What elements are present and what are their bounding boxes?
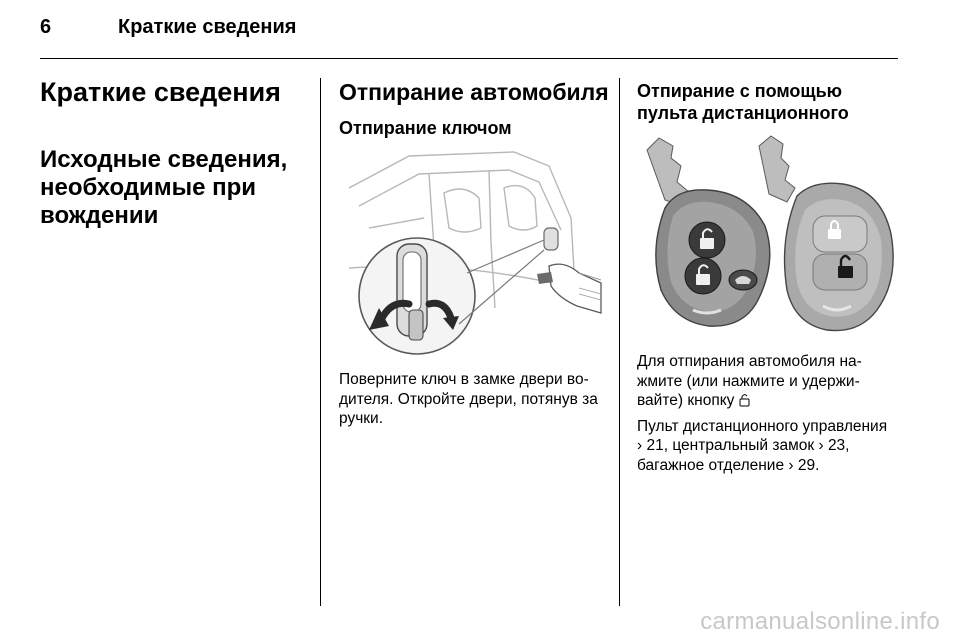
central-lock-ref[interactable]: 23, xyxy=(827,437,850,454)
remote-unlock-paragraph xyxy=(637,352,901,411)
cross-reference-paragraph xyxy=(637,417,901,476)
remote-control-ref[interactable]: 21, центральный замок xyxy=(646,437,815,454)
key-unlock-illustration xyxy=(339,148,602,358)
luggage-compartment-ref[interactable]: 29. xyxy=(797,456,820,474)
running-header: Краткие сведения xyxy=(118,16,297,38)
page-number: 6 xyxy=(40,16,52,38)
remote-key-illustration xyxy=(637,130,899,340)
header-divider xyxy=(40,58,898,59)
key-unlock-instructions: Поверните ключ в замке двери во-дителя. Откройте двери, потянув за ручки. xyxy=(339,371,598,427)
reference-arrow-icon: › xyxy=(788,456,794,474)
unlock-heading: Отпирание автомобиля xyxy=(339,79,609,105)
unlock-icon xyxy=(739,393,750,407)
remote-unlock-text: Для отпирания автомобиля на-жмите (или нажмите и удержи-вайте) кнопку xyxy=(637,353,862,409)
unlock-key-subheading: Отпирание ключом xyxy=(339,118,512,138)
section-subheading: Исходные сведения, необходимые при вождении xyxy=(40,146,288,229)
remote-control-ref-label: Пульт дистанционного управления xyxy=(637,417,888,435)
column-divider-2 xyxy=(619,78,620,606)
reference-arrow-icon: › xyxy=(637,437,643,454)
luggage-compartment-ref-label: багажное отделение xyxy=(637,456,785,474)
column-divider-1 xyxy=(320,78,321,606)
section-heading: Краткие сведения xyxy=(40,77,281,107)
remote-unlock-heading: Отпирание с помощью пульта дистанционного xyxy=(637,81,849,123)
reference-arrow-icon: › xyxy=(818,437,824,454)
watermark: carmanualsonline.info xyxy=(700,608,940,635)
